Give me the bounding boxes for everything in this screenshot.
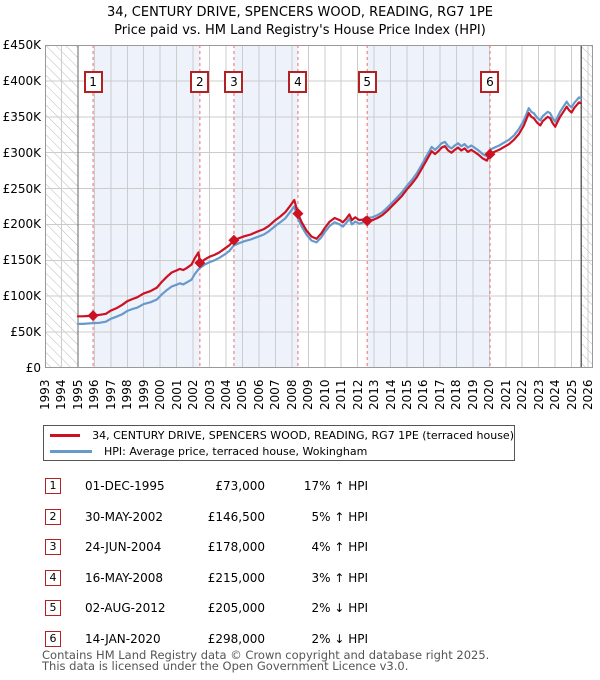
sale-row-1: [0, 471, 600, 502]
sale-row-3: [0, 532, 600, 563]
y-axis-tick-label: £150K: [2, 253, 41, 268]
x-axis-tick-label: 2008: [284, 379, 299, 410]
x-axis-tick-label: 2018: [449, 379, 464, 410]
sale-hpi-delta: 5% ↑ HPI: [311, 509, 368, 524]
sale-row-5: [0, 593, 600, 624]
x-axis-tick-label: 2005: [235, 379, 250, 410]
y-axis-tick-label: £50K: [10, 325, 41, 340]
sale-number-badge: 6: [45, 631, 61, 647]
x-axis-tick-label: 2003: [202, 379, 217, 410]
sale-marker-label: 6: [480, 71, 499, 93]
x-axis-tick-label: 2011: [334, 379, 349, 410]
x-axis-tick-label: 2000: [153, 379, 168, 410]
sale-date: 16-MAY-2008: [85, 570, 164, 585]
sale-price: £298,000: [207, 631, 265, 646]
y-axis-tick-label: £350K: [2, 109, 41, 124]
y-axis-tick-label: £400K: [2, 73, 41, 88]
x-axis-tick-label: 2019: [465, 379, 480, 410]
x-axis-tick-label: 2001: [169, 379, 184, 410]
page-subtitle: Price paid vs. HM Land Registry's House Price Index (HPI): [114, 23, 486, 38]
sale-row-2: [0, 502, 600, 533]
sale-price: £73,000: [215, 479, 265, 494]
x-axis-tick-label: 2020: [482, 379, 497, 410]
x-axis-tick-label: 2007: [268, 379, 283, 410]
x-axis-tick-label: 1995: [70, 379, 85, 410]
x-axis-tick-label: 2026: [581, 379, 596, 410]
y-axis-tick-label: £450K: [2, 38, 41, 52]
sale-price: £178,000: [207, 540, 265, 555]
x-axis-tick-label: 2012: [350, 379, 365, 410]
sale-date: 01-DEC-1995: [85, 479, 165, 494]
x-axis-tick-label: 2004: [219, 379, 234, 410]
sale-date: 24-JUN-2004: [85, 540, 162, 555]
y-axis-tick-label: £200K: [2, 217, 41, 232]
sale-number-badge: 1: [45, 478, 61, 494]
sale-hpi-delta: 17% ↑ HPI: [303, 479, 368, 494]
x-axis-tick-label: 2002: [186, 379, 201, 410]
sale-hpi-delta: 2% ↓ HPI: [311, 601, 368, 616]
x-axis-tick-label: 1998: [120, 379, 135, 410]
legend-property-label: 34, CENTURY DRIVE, SPENCERS WOOD, READING, RG7 1PE (terraced house): [92, 428, 514, 442]
red-line-sample: [50, 434, 80, 437]
x-axis-tick-label: 2010: [317, 379, 332, 410]
legend-row-hpi: [44, 444, 514, 459]
y-axis-tick-label: £0: [25, 361, 41, 375]
x-axis-tick-label: 2021: [498, 379, 513, 410]
x-axis-tick-label: 2013: [367, 379, 382, 410]
y-axis-tick-label: £250K: [2, 181, 41, 196]
x-axis-tick-label: 1999: [136, 379, 151, 410]
legend-hpi-label: HPI: Average price, terraced house, Wokingham: [104, 444, 368, 458]
x-axis-tick-label: 2023: [531, 379, 546, 410]
sale-marker-label: 3: [224, 71, 243, 93]
sale-number-badge: 3: [45, 539, 61, 555]
sale-hpi-delta: 2% ↓ HPI: [311, 631, 368, 646]
plot-area: [45, 45, 593, 368]
sale-date: 30-MAY-2002: [85, 509, 164, 524]
sale-marker-label: 5: [358, 71, 377, 93]
sale-row-4: [0, 563, 600, 594]
sale-date: 14-JAN-2020: [85, 631, 161, 646]
legend-row-property: [44, 428, 514, 443]
price-chart: [45, 45, 593, 368]
x-axis-tick-label: 1996: [87, 379, 102, 410]
sale-hpi-delta: 4% ↑ HPI: [311, 540, 368, 555]
licence-line: This data is licensed under the Open Government Licence v3.0.: [42, 659, 409, 673]
legend-box: [43, 425, 515, 461]
x-axis-tick-label: 2009: [301, 379, 316, 410]
x-axis-tick-label: 2015: [400, 379, 415, 410]
sale-number-badge: 2: [45, 509, 61, 525]
sale-date: 02-AUG-2012: [85, 601, 166, 616]
y-axis-tick-label: £100K: [2, 289, 41, 304]
sale-marker-label: 4: [288, 71, 307, 93]
x-axis-tick-label: 1997: [103, 379, 118, 410]
x-axis-tick-label: 1993: [38, 379, 52, 410]
x-axis-tick-label: 2025: [564, 379, 579, 410]
sale-marker-label: 1: [84, 71, 103, 93]
x-axis-tick-label: 1994: [54, 379, 69, 410]
sale-hpi-delta: 3% ↑ HPI: [311, 570, 368, 585]
sale-marker-label: 2: [190, 71, 209, 93]
x-axis-tick-label: 2024: [548, 379, 563, 410]
sale-number-badge: 5: [45, 600, 61, 616]
y-axis-tick-label: £300K: [2, 145, 41, 160]
x-axis-tick-label: 2014: [383, 379, 398, 410]
sale-price: £215,000: [207, 570, 265, 585]
x-axis-tick-label: 2022: [515, 379, 530, 410]
x-axis-tick-label: 2017: [432, 379, 447, 410]
blue-line-sample: [50, 450, 92, 453]
page-title: 34, CENTURY DRIVE, SPENCERS WOOD, READING, RG7 1PE: [106, 5, 493, 20]
x-axis-tick-label: 2006: [251, 379, 266, 410]
sale-price: £205,000: [207, 601, 265, 616]
copyright-line: Contains HM Land Registry data © Crown copyright and database right 2025.: [42, 648, 490, 662]
sale-price: £146,500: [207, 509, 265, 524]
sale-number-badge: 4: [45, 570, 61, 586]
x-axis-tick-label: 2016: [416, 379, 431, 410]
sales-table: [0, 471, 600, 654]
